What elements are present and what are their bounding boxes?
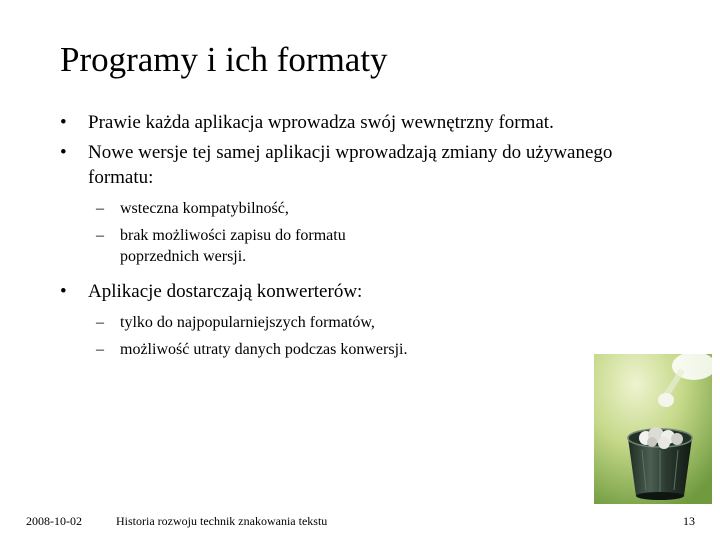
bullet-text: Prawie każda aplikacja wprowadza swój wewnętrzny format. [88,112,554,133]
bullet-text: Nowe wersje tej samej aplikacji wprowadzają zmiany do używanego formatu: [88,142,613,188]
sub-bullet-item [96,339,420,360]
sub-bullet-item [96,198,420,219]
bullet-icon: • [60,142,67,163]
slide-title: Programy i ich formaty [60,40,388,79]
sub-bullet-text: brak możliwości zapisu do formatu poprzednich wersji. [120,227,346,265]
sub-bullet-text: możliwość utraty danych podczas konwersji. [120,341,408,358]
bullet-item [60,140,650,190]
trash-bin-image [594,354,712,504]
bullet-list [60,110,650,366]
bullet-icon: • [60,281,67,302]
sub-bullet-text: wsteczna kompatybilność, [120,200,289,217]
sub-bullet-text: tylko do najpopularniejszych formatów, [120,314,375,331]
dash-icon: – [96,314,104,331]
bullet-item [60,279,650,304]
bullet-icon: • [60,112,67,133]
bullet-item [60,110,650,135]
trash-bin-icon [594,354,712,504]
sub-bullet-list [96,312,650,360]
footer-date: 2008-10-02 [26,514,82,528]
sub-bullet-item [96,312,420,333]
page-number: 13 [683,514,695,528]
sub-bullet-list [96,198,650,267]
dash-icon: – [96,200,104,217]
footer-title: Historia rozwoju technik znakowania tekstu [116,514,328,528]
dash-icon: – [96,227,104,244]
bullet-text: Aplikacje dostarczają konwerterów: [88,281,363,302]
dash-icon: – [96,341,104,358]
sub-bullet-item [96,225,420,267]
